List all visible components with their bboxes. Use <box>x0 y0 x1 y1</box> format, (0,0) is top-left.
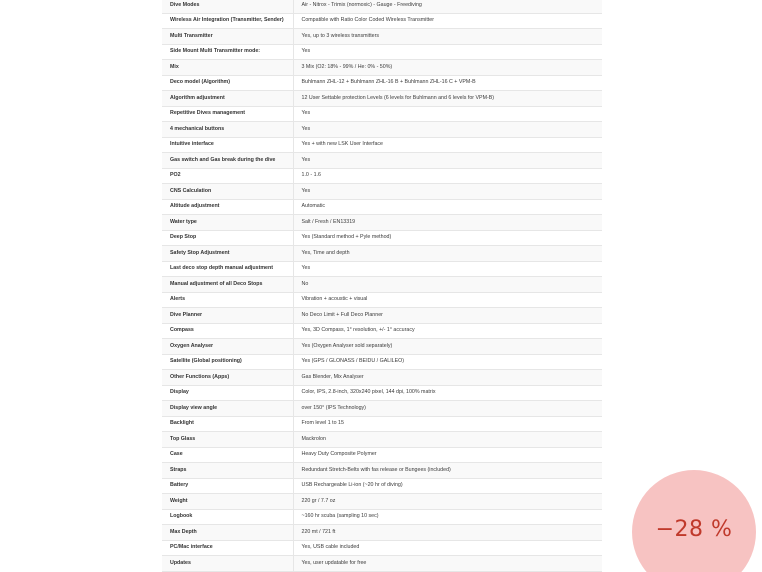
table-row <box>162 339 602 355</box>
spec-value: Yes, 3D Compass, 1° resolution, +/- 1° accuracy <box>293 323 602 339</box>
spec-value: From level 1 to 15 <box>293 416 602 432</box>
spec-label: Weight <box>162 494 293 510</box>
spec-label: Deep Stop <box>162 230 293 246</box>
table-row <box>162 416 602 432</box>
spec-value: Automatic <box>293 199 602 215</box>
spec-value: Redundant Stretch-Belts with fas release or Bungees (included) <box>293 463 602 479</box>
table-row <box>162 261 602 277</box>
table-row <box>162 525 602 541</box>
spec-value: Yes <box>293 261 602 277</box>
table-row <box>162 385 602 401</box>
spec-label: Side Mount Multi Transmitter mode: <box>162 44 293 60</box>
spec-label: Straps <box>162 463 293 479</box>
spec-value: Salt / Fresh / EN13319 <box>293 215 602 231</box>
table-row <box>162 463 602 479</box>
table-row <box>162 106 602 122</box>
spec-value: Yes, USB cable included <box>293 540 602 556</box>
spec-value: 220 gr / 7.7 oz <box>293 494 602 510</box>
spec-value: Mackrolon <box>293 432 602 448</box>
spec-label: Case <box>162 447 293 463</box>
table-row <box>162 137 602 153</box>
spec-label: Altitude adjustment <box>162 199 293 215</box>
spec-label: Safety Stop Adjustment <box>162 246 293 262</box>
spec-value: Yes <box>293 153 602 169</box>
table-row <box>162 494 602 510</box>
table-row <box>162 13 602 29</box>
spec-label: Logbook <box>162 509 293 525</box>
spec-label: Deco model (Algorithm) <box>162 75 293 91</box>
table-row <box>162 199 602 215</box>
spec-value: Yes <box>293 184 602 200</box>
spec-label: PC/Mac interface <box>162 540 293 556</box>
table-row <box>162 184 602 200</box>
spec-value: Heavy Duty Composite Polymer <box>293 447 602 463</box>
table-row <box>162 308 602 324</box>
spec-label: Water type <box>162 215 293 231</box>
table-row <box>162 246 602 262</box>
spec-label: CNS Calculation <box>162 184 293 200</box>
table-row <box>162 509 602 525</box>
spec-value: Yes, Time and depth <box>293 246 602 262</box>
spec-label: Alerts <box>162 292 293 308</box>
table-row <box>162 44 602 60</box>
spec-label: Manual adjustment of all Deco Stops <box>162 277 293 293</box>
spec-value: Yes (Standard method + Pyle method) <box>293 230 602 246</box>
table-row <box>162 215 602 231</box>
spec-label: PO2 <box>162 168 293 184</box>
spec-value: USB Rechargeable Li-ion (~20 hr of diving) <box>293 478 602 494</box>
spec-label: Intuitive interface <box>162 137 293 153</box>
spec-label: Wireless Air Integration (Transmitter, Sender) <box>162 13 293 29</box>
table-row <box>162 75 602 91</box>
spec-label: Updates <box>162 556 293 572</box>
spec-value: Yes (Oxygen Analyser sold separately) <box>293 339 602 355</box>
table-row <box>162 168 602 184</box>
table-row <box>162 230 602 246</box>
spec-value: Yes + with new LSK User Interface <box>293 137 602 153</box>
spec-value: Vibration + acoustic + visual <box>293 292 602 308</box>
table-row <box>162 0 602 13</box>
spec-value: Gas Blender, Mix Analyser <box>293 370 602 386</box>
spec-label: Algorithm adjustment <box>162 91 293 107</box>
spec-label: Max Depth <box>162 525 293 541</box>
spec-value: 3 Mix (O2: 18% - 99% / He: 0% - 50%) <box>293 60 602 76</box>
table-row <box>162 277 602 293</box>
table-row <box>162 91 602 107</box>
table-row <box>162 323 602 339</box>
spec-label: Dive Planner <box>162 308 293 324</box>
spec-label: Multi Transmitter <box>162 29 293 45</box>
spec-value: No Deco Limit + Full Deco Planner <box>293 308 602 324</box>
spec-value: Yes <box>293 106 602 122</box>
spec-value: Yes <box>293 44 602 60</box>
spec-label: Repetitive Dives management <box>162 106 293 122</box>
spec-value: 1.0 - 1.6 <box>293 168 602 184</box>
spec-value: Compatible with Ratio Color Coded Wireless Transmitter <box>293 13 602 29</box>
table-row <box>162 432 602 448</box>
spec-label: Battery <box>162 478 293 494</box>
spec-label: Top Glass <box>162 432 293 448</box>
table-row <box>162 556 602 572</box>
table-row <box>162 153 602 169</box>
table-row <box>162 401 602 417</box>
spec-value: Air - Nitrox - Trimix (normoxic) - Gauge - Freediving <box>293 0 602 13</box>
table-row <box>162 540 602 556</box>
spec-label: Gas switch and Gas break during the dive <box>162 153 293 169</box>
spec-value: 12 User Settable protection Levels (6 levels for Buhlmann and 6 levels for VPM-B) <box>293 91 602 107</box>
spec-label: Dive Modes <box>162 0 293 13</box>
table-row <box>162 354 602 370</box>
spec-label: Satellite (Global positioning) <box>162 354 293 370</box>
spec-label: 4 mechanical buttons <box>162 122 293 138</box>
table-row <box>162 478 602 494</box>
spec-label: Display view angle <box>162 401 293 417</box>
spec-value: No <box>293 277 602 293</box>
table-row <box>162 60 602 76</box>
spec-value: 220 mt / 721 ft <box>293 525 602 541</box>
spec-label: Oxygen Analyser <box>162 339 293 355</box>
table-row <box>162 122 602 138</box>
spec-value: ~160 hr scuba (sampling 10 sec) <box>293 509 602 525</box>
spec-value: Yes, user updatable for free <box>293 556 602 572</box>
table-row <box>162 370 602 386</box>
specifications-table-body <box>162 0 602 571</box>
spec-label: Other Functions (Apps) <box>162 370 293 386</box>
spec-value: Buhlmann ZHL-12 + Buhlmann ZHL-16 B + Buhlmann ZHL-16 C + VPM-B <box>293 75 602 91</box>
discount-badge <box>632 470 756 572</box>
table-row <box>162 292 602 308</box>
specifications-table <box>162 0 602 572</box>
spec-value: Yes (GPS / GLONASS / BEIDU / GALILEO) <box>293 354 602 370</box>
spec-value: Color, IPS, 2.8-inch, 320x240 pixel, 144 dpi, 100% matrix <box>293 385 602 401</box>
spec-label: Backlight <box>162 416 293 432</box>
spec-label: Display <box>162 385 293 401</box>
spec-value: over 150° (IPS Technology) <box>293 401 602 417</box>
spec-label: Last deco stop depth manual adjustment <box>162 261 293 277</box>
spec-label: Compass <box>162 323 293 339</box>
table-row <box>162 447 602 463</box>
spec-label: Mix <box>162 60 293 76</box>
spec-value: Yes <box>293 122 602 138</box>
spec-value: Yes, up to 3 wireless transmitters <box>293 29 602 45</box>
discount-badge-text: −28 % <box>655 516 733 542</box>
table-row <box>162 29 602 45</box>
